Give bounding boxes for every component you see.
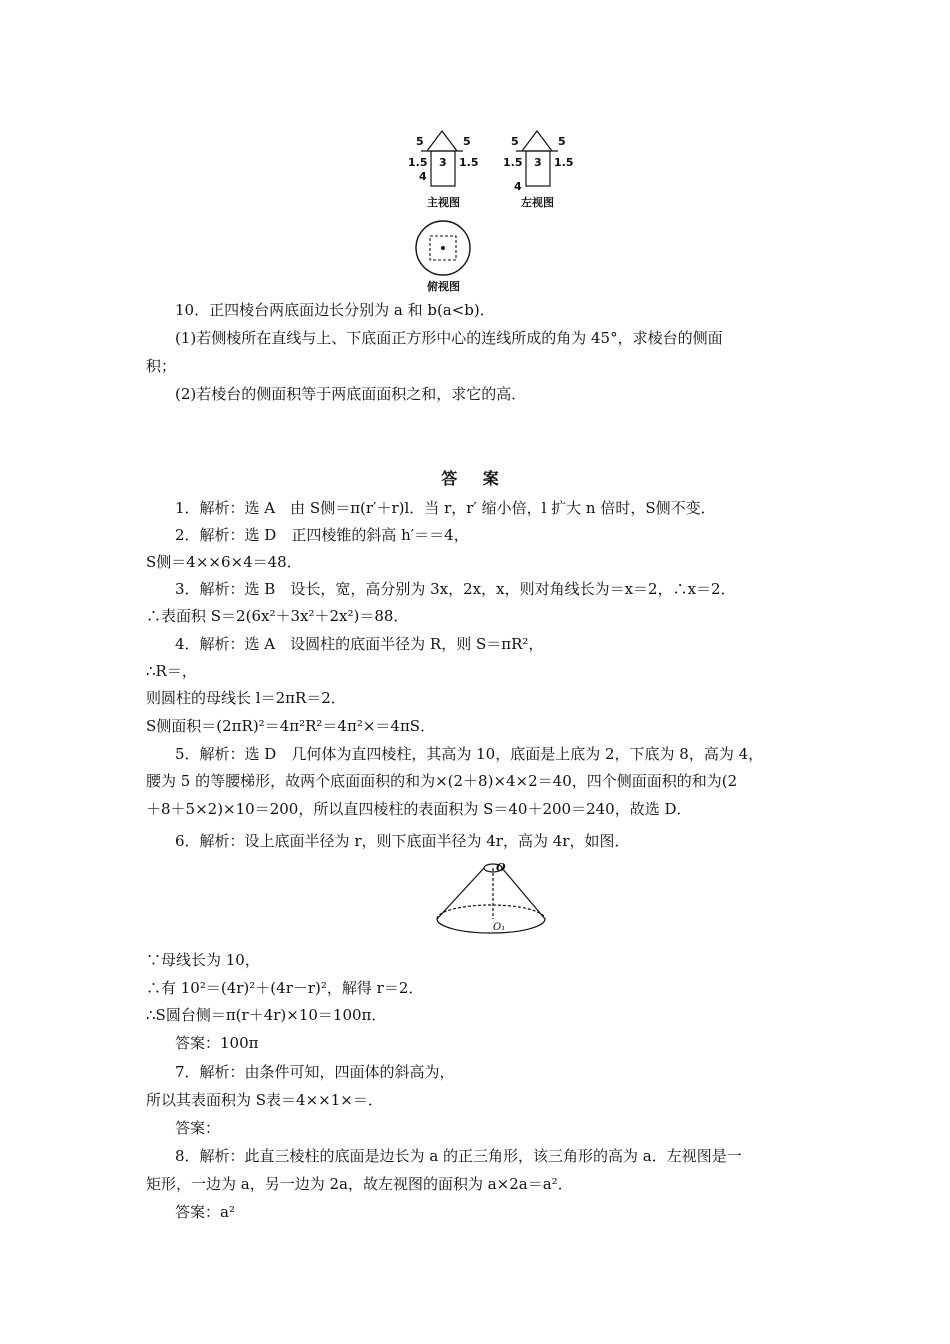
answer-line: 5．解析：选 D 几何体为直四棱柱，其高为 10，底面是上底为 2，下底为 8，高为 4，	[175, 745, 764, 763]
answer-line: 腰为 5 的等腰梯形，故两个底面面积的和为×(2＋8)×4×2＝40，四个侧面面积的和为(2	[146, 772, 738, 790]
left-label: 1.5	[554, 156, 574, 169]
answer-line: S侧面积＝(2πR)²＝4π²R²＝4π²×＝4πS．	[146, 717, 436, 735]
answer-line: 6．解析：设上底面半径为 r，则下底面半径为 4r，高为 4r，如图．	[175, 832, 630, 850]
answers-title: 答 案	[441, 469, 509, 488]
left-label: 5	[511, 135, 519, 148]
answer-line: 3．解析：选 B 设长，宽，高分别为 3x，2x，x，则对角线长为＝x＝2，∴x＝2．	[175, 580, 736, 598]
answer-line: ∴有 10²＝(4r)²＋(4r－r)²，解得 r＝2．	[146, 979, 424, 997]
answer-line: 1．解析：选 A 由 S侧＝π(r′＋r)l．当 r，r′ 缩小倍，l 扩大 n 倍时，S侧不变．	[175, 499, 716, 517]
three-view-figure	[405, 124, 585, 214]
answer-line: ∵母线长为 10，	[146, 951, 260, 969]
answer-line: 则圆柱的母线长 l＝2πR＝2．	[146, 689, 346, 707]
q10-line: 10．正四棱台两底面边长分别为 a 和 b(a<b)．	[175, 301, 495, 319]
q10-line: (2)若棱台的侧面积等于两底面面积之和，求它的高．	[175, 385, 527, 403]
front-label: 5	[463, 135, 471, 148]
answer-line: 8．解析：此直三棱柱的底面是边长为 a 的正三角形，该三角形的高为 a．左视图是一	[175, 1147, 742, 1165]
top-view-figure	[405, 220, 485, 300]
q10-line: 积；	[146, 357, 177, 375]
front-view-caption: 主视图	[427, 196, 460, 209]
answer-line: 2．解析：选 D 正四棱锥的斜高 h′＝＝4，	[175, 526, 469, 544]
left-view-caption: 左视图	[521, 196, 554, 209]
answer-line: 答案：100π	[175, 1034, 259, 1052]
left-label: 1.5	[503, 156, 523, 169]
answer-line: 7．解析：由条件可知，四面体的斜高为，	[175, 1063, 455, 1081]
front-label: 1.5	[408, 156, 428, 169]
front-label: 3	[439, 156, 447, 169]
cone-top-label: O	[496, 861, 506, 874]
answer-line: 答案：	[175, 1119, 221, 1137]
answer-line: 4．解析：选 A 设圆柱的底面半径为 R，则 S＝πR²，	[175, 635, 544, 653]
answer-line: ∴S圆台侧＝π(r＋4r)×10＝100π．	[146, 1006, 387, 1024]
answer-line: 答案：a²	[175, 1203, 235, 1221]
answer-line: ∴表面积 S＝2(6x²＋3x²＋2x²)＝88．	[146, 607, 409, 625]
front-label: 4	[419, 170, 427, 183]
cone-bottom-label: O₁	[493, 922, 506, 933]
answer-line: ＋8＋5×2)×10＝200，所以直四棱柱的表面积为 S＝40＋200＝240，故选 D．	[146, 800, 692, 818]
left-label: 4	[514, 180, 522, 193]
front-label: 1.5	[459, 156, 479, 169]
answer-line: S侧＝4××6×4＝48．	[146, 553, 302, 571]
answer-line: 所以其表面积为 S表＝4××1×＝．	[146, 1091, 383, 1109]
left-label: 5	[558, 135, 566, 148]
top-view-caption: 俯视图	[427, 280, 460, 293]
answer-line: 矩形，一边为 a，另一边为 2a，故左视图的面积为 a×2a＝a²．	[146, 1175, 573, 1193]
frustum-cone-figure	[433, 857, 549, 939]
answer-line: ∴R＝，	[146, 662, 197, 680]
left-label: 3	[534, 156, 542, 169]
front-label: 5	[416, 135, 424, 148]
q10-line: (1)若侧棱所在直线与上、下底面正方形中心的连线所成的角为 45°，求棱台的侧面	[175, 329, 723, 347]
